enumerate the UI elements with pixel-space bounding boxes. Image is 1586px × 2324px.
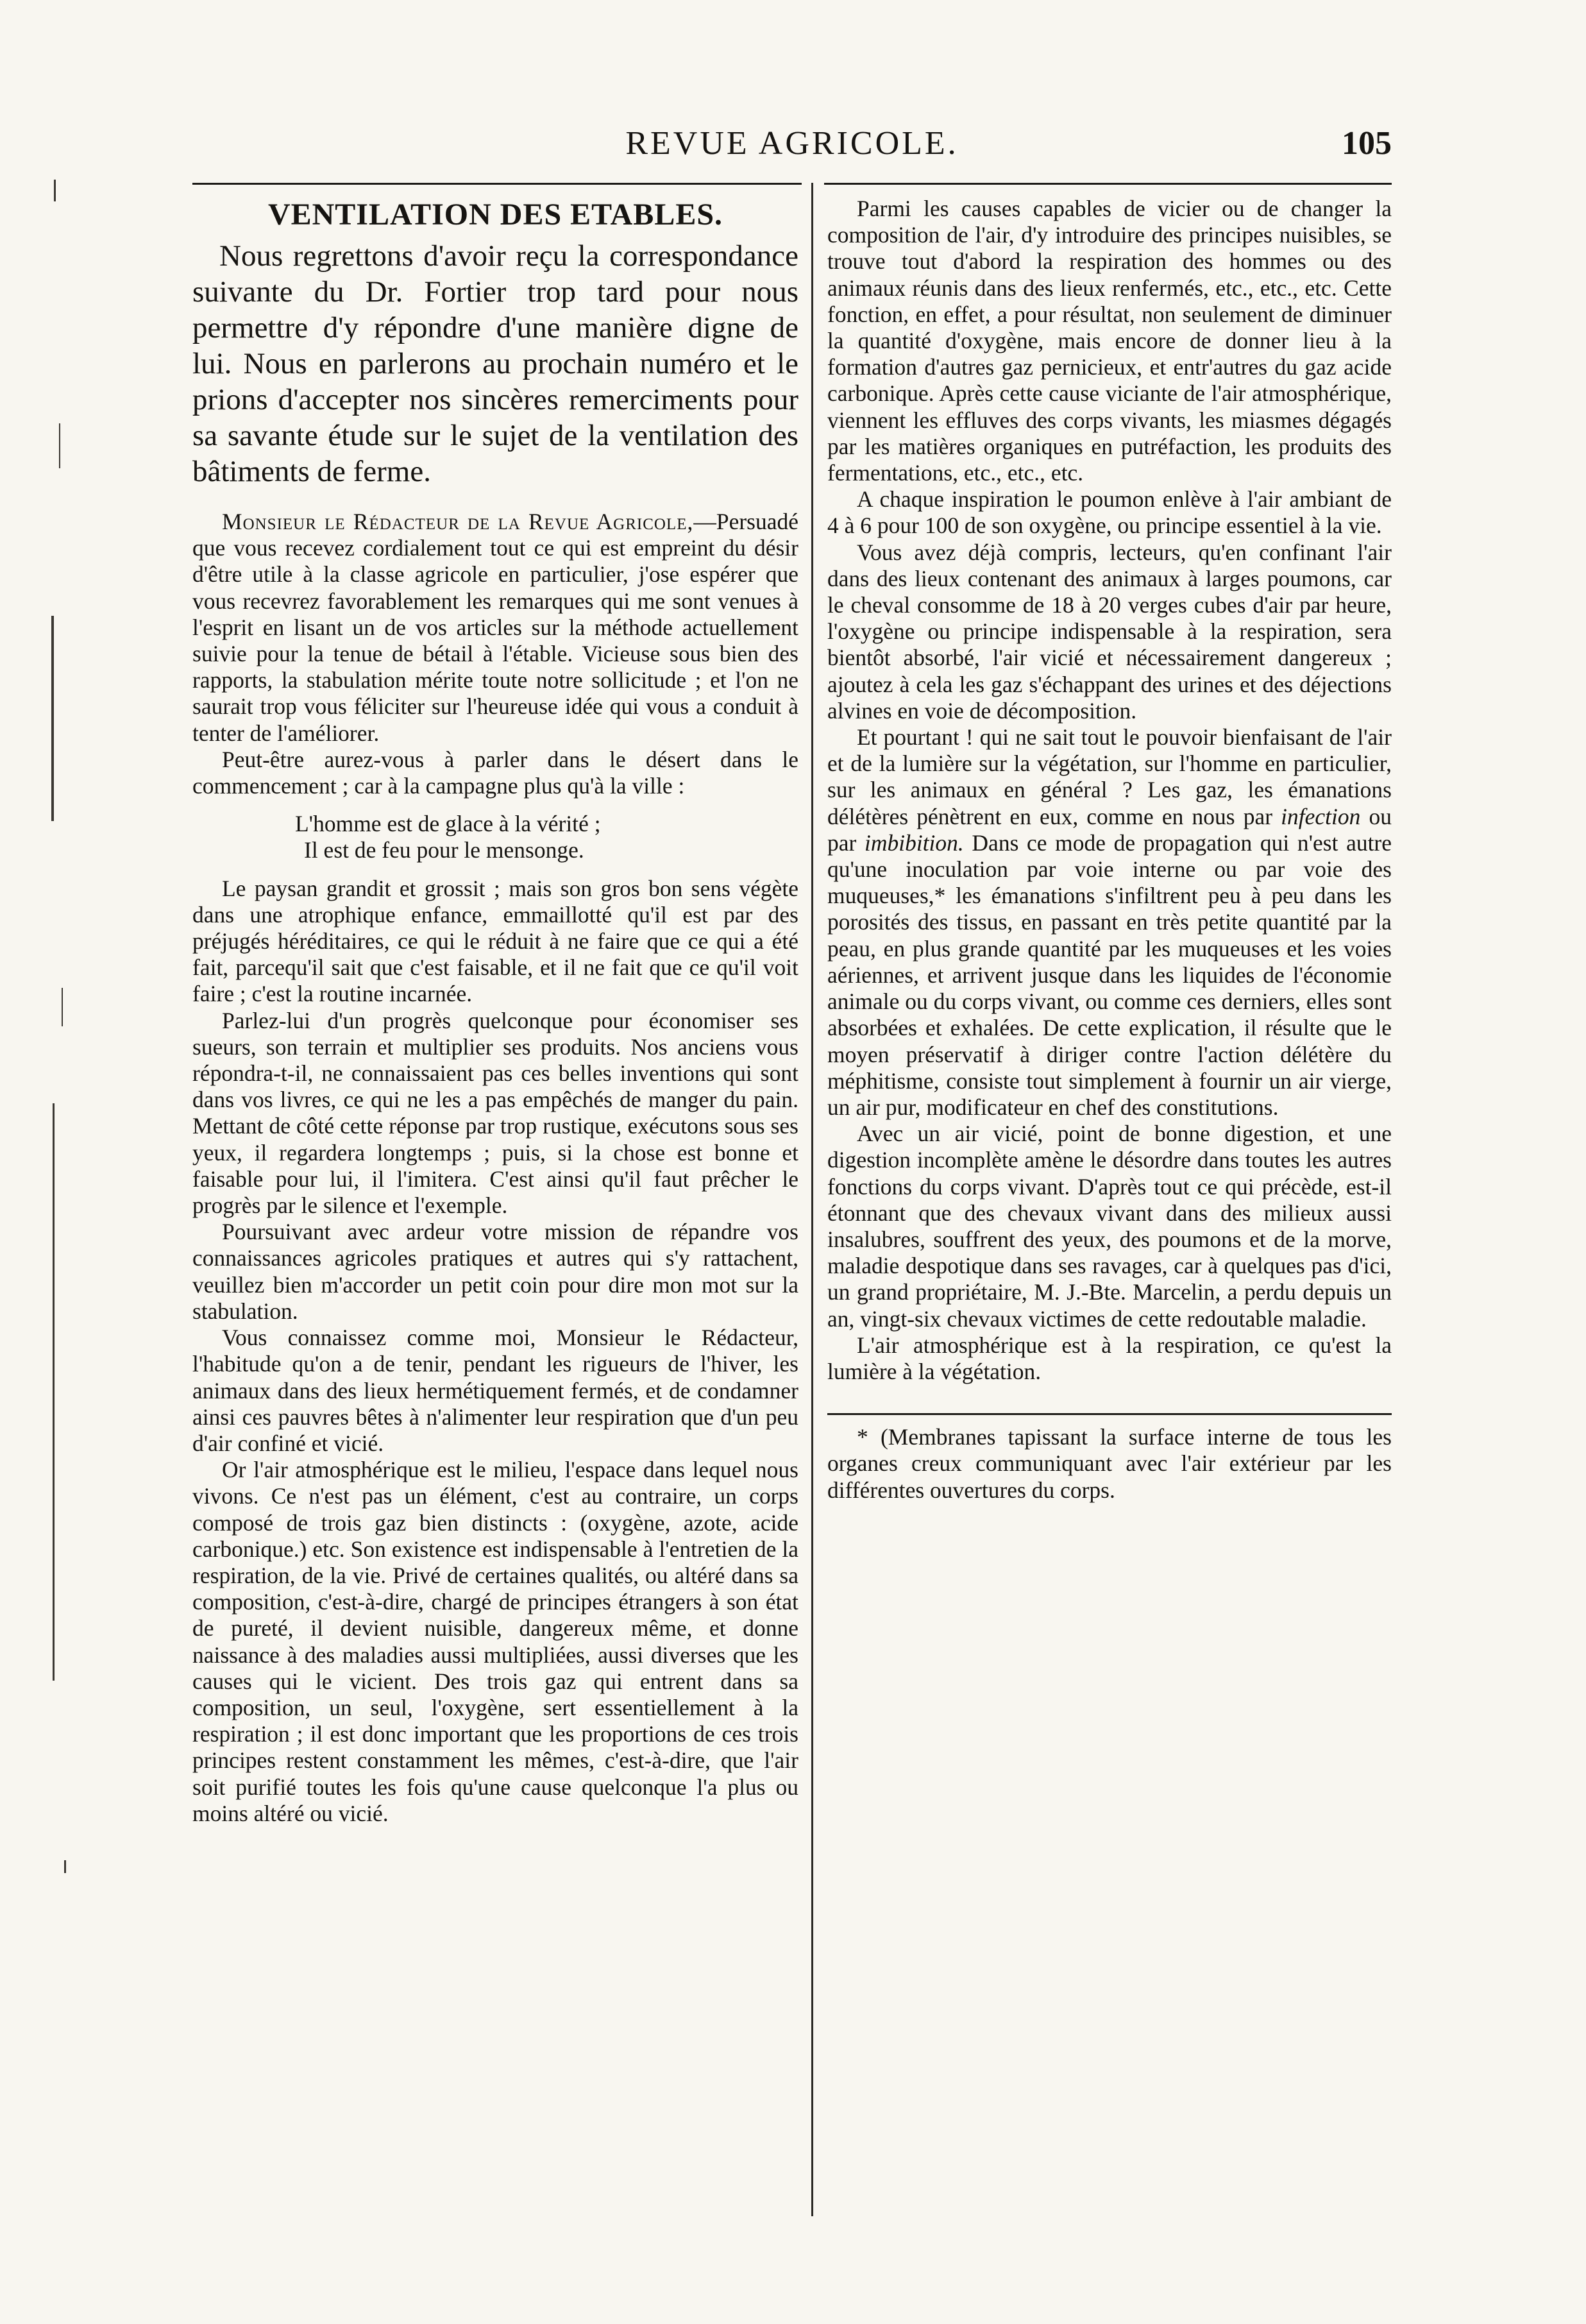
letter-paragraph: A chaque inspiration le poumon enlève à l'air ambiant de 4 à 6 pour 100 de son oxygène, ou principe essentiel à la vie. xyxy=(827,486,1392,539)
verse-line: L'homme est de glace à la vérité ; xyxy=(295,811,601,837)
page-number: 105 xyxy=(1342,125,1392,162)
letter-paragraph: Peut-être aurez-vous à parler dans le désert dans le commencement ; car à la campagne plus qu'à la ville : xyxy=(192,746,798,799)
italic-term: imbibition. xyxy=(864,829,964,856)
binding-margin-marks xyxy=(50,154,76,1693)
article-title: VENTILATION DES ETABLES. xyxy=(267,198,723,232)
letter-paragraph: Avec un air vicié, point de bonne digestion, et une digestion incomplète amène le désordre dans toutes les autres fonctions du corps vivant. D'après tout ce qui précède, est-il étonnant que des chevaux vivant dans des milieux aussi insalubres, souffrent des yeux, des poumons et de la morve, maladie despotique dans ses ravages, car à quelques pas d'ici, un grand propriétaire, M. J.-Bte. Marcelin, a perdu depuis un an, vingt-six chevaux victimes de cette redoutable maladie. xyxy=(827,1121,1392,1332)
italic-term: infection xyxy=(1281,803,1361,829)
letter-paragraph: Parmi les causes capables de vicier ou de changer la composition de l'air, d'y introduire des principes nuisibles, se trouve tout d'abord la respiration des hommes ou des animaux réunis dans des lieux renfermés, etc., etc., etc. Cette fonction, en effet, a pour résultat, non seulement de diminuer la quantité d'oxygène, mais encore de donner lieu à la formation d'autres gaz pernicieux, et entr'autres du gaz acide carbonique. Après cette cause viciante de l'air atmosphérique, viennent les effluves des corps vivants, les miasmes dégagés par les matières organiques en putréfaction, les produits des fermentations, etc., etc., etc. xyxy=(827,196,1392,486)
header-rule-right xyxy=(824,183,1392,185)
letter-paragraph xyxy=(827,724,1392,1121)
letter-paragraph: Poursuivant avec ardeur votre mission de répandre vos connaissances agricoles pratiques et autres qui s'y rattachent, veuillez bien m'accorder un petit coin pour dire mon mot sur la stabulation. xyxy=(192,1219,798,1324)
letter-paragraph: Or l'air atmosphérique est le milieu, l'espace dans lequel nous vivons. Ce n'est pas un élément, c'est au contraire, un corps composé de trois gaz bien distincts : (oxygène, azote, acide carbonique.) etc. Son existence est indispensable à l'entretien de la respiration, de la vie. Privé de certaines qualités, ou altéré dans sa composition, c'est-à-dire, chargé de principes étrangers à son état de pureté, il devient nuisible, dangereux même, et donne naissance à des maladies aussi multipliées, aussi diverses que les causes qui le vicient. Des trois gaz qui entrent dans sa composition, un seul, l'oxygène, sert essentiellement à la respiration ; il est donc important que les proportions de ces trois principes restent constamment les mêmes, c'est-à-dire, que l'air soit purifié toutes les fois qu'une cause quelconque l'a plus ou moins altéré ou vicié. xyxy=(192,1457,798,1826)
right-column xyxy=(827,196,1392,1504)
verse-quote xyxy=(295,811,798,863)
column-divider xyxy=(811,183,813,2216)
left-column xyxy=(192,196,798,1827)
letter-paragraph-text: ou par xyxy=(827,803,1392,856)
letter-paragraph: Le paysan grandit et grossit ; mais son gros bon sens végète dans une atrophique enfance, emmaillotté qu'il est par des préjugés héréditaires, ce qui le réduit à ne faire que ce qui a été fait, parcequ'il sait que c'est faisable, et il ne fait que ce qu'il voit faire ; c'est la routine incarnée. xyxy=(192,875,798,1007)
letter-paragraph: Vous avez déjà compris, lecteurs, qu'en confinant l'air dans des lieux contenant des animaux à larges poumons, car le cheval consomme de 18 à 20 verges cubes d'air par heure, l'oxygène ou principe indispensable à la respiration, sera bientôt absorbé, l'air vicié et nécessairement dangereux ; ajoutez à cela les gaz s'échappant des urines et des déjections alvines en voie de décomposition. xyxy=(827,539,1392,724)
letter-paragraph: Vous connaissez comme moi, Monsieur le Rédacteur, l'habitude qu'on a de tenir, pendant les rigueurs de l'hiver, les animaux dans des lieux hermétiquement fermés, et de condamner ainsi ces pauvres bêtes à n'alimenter leur respiration que d'un peu d'air confiné et vicié. xyxy=(192,1325,798,1456)
running-head xyxy=(192,123,1392,168)
letter-paragraph-text: Et pourtant ! qui ne sait tout le pouvoir bienfaisant de l'air et de la lumière sur la végétation, sur l'homme en particulier, sur les animaux en général ? Les gaz, les émanations délétères pénètrent en eux, comme en nous par xyxy=(827,724,1392,829)
letter-paragraph-text: —Persuadé que vous recevez cordialement tout ce qui est empreint du désir d'être utile à la classe agricole en particulier, j'ose espérer que vous recevrez favorablement les remarques qui me sont venues à l'esprit en lisant un de vos articles sur la méthode actuellement suivie pour la tenue de bétail à l'étable. Vicieuse sous bien des rapports, la stabulation mérite toute notre sollicitude ; et l'on ne saurait trop vous féliciter sur l'heureuse idée qui vous a conduit à tenter de l'améliorer. xyxy=(192,509,798,746)
header-rule-left xyxy=(192,183,802,185)
letter-paragraph: L'air atmosphérique est à la respiration, ce qu'est la lumière à la végétation. xyxy=(827,1332,1392,1384)
letter-paragraph xyxy=(192,509,798,747)
verse-line: Il est de feu pour le mensonge. xyxy=(304,837,584,863)
footnote-rule xyxy=(827,1413,1392,1415)
footnote: * (Membranes tapissant la surface interne de tous les organes creux communiquant avec l'air extérieur par les différentes ouvertures du corps. xyxy=(827,1424,1392,1503)
running-title: REVUE AGRICOLE. xyxy=(625,125,959,162)
letter-salutation: Monsieur le Rédacteur de la Revue Agricole, xyxy=(222,509,694,534)
letter-paragraph: Parlez-lui d'un progrès quelconque pour économiser ses sueurs, son terrain et multiplier ses produits. Nos anciens vous répondra-t-il, ne connaissaient pas ces belles inventions qui sont dans vos livres, ce qui ne les a pas empêchés de manger du pain. Mettant de côté cette réponse par trop rustique, exécutons sous ses yeux, il regardera longtemps ; puis, si la chose est bonne et faisable pour lui, il l'imitera. C'est ainsi qu'il faut prêcher le progrès par le silence et l'exemple. xyxy=(192,1007,798,1219)
editor-note: Nous regrettons d'avoir reçu la correspondance suivante du Dr. Fortier trop tard pour nous permettre d'y répondre d'une manière digne de lui. Nous en parlerons au prochain numéro et le prions d'accepter nos sincères remerciments pour sa savante étude sur le sujet de la ventilation des bâtiments de ferme. xyxy=(192,239,798,488)
letter-paragraph-text: Dans ce mode de propagation qui n'est autre qu'une inoculation par voie interne ou par voie des muqueuses,* les émanations s'infiltrent peu à peu dans les porosités des tissus, en passant en très petite quantité par la peau, en plus grande quantité par les muqueuses et les voies aériennes, et arrivent jusque dans les liquides de l'économie animale ou du corps vivant, ou comme ces derniers, elles sont absorbées et exhalées. De cette explication, il résulte que le moyen préservatif à diriger contre l'action délétère du méphitisme, consiste tout simplement à fournir un air vierge, un air pur, modificateur en chef des constitutions. xyxy=(827,829,1392,1120)
